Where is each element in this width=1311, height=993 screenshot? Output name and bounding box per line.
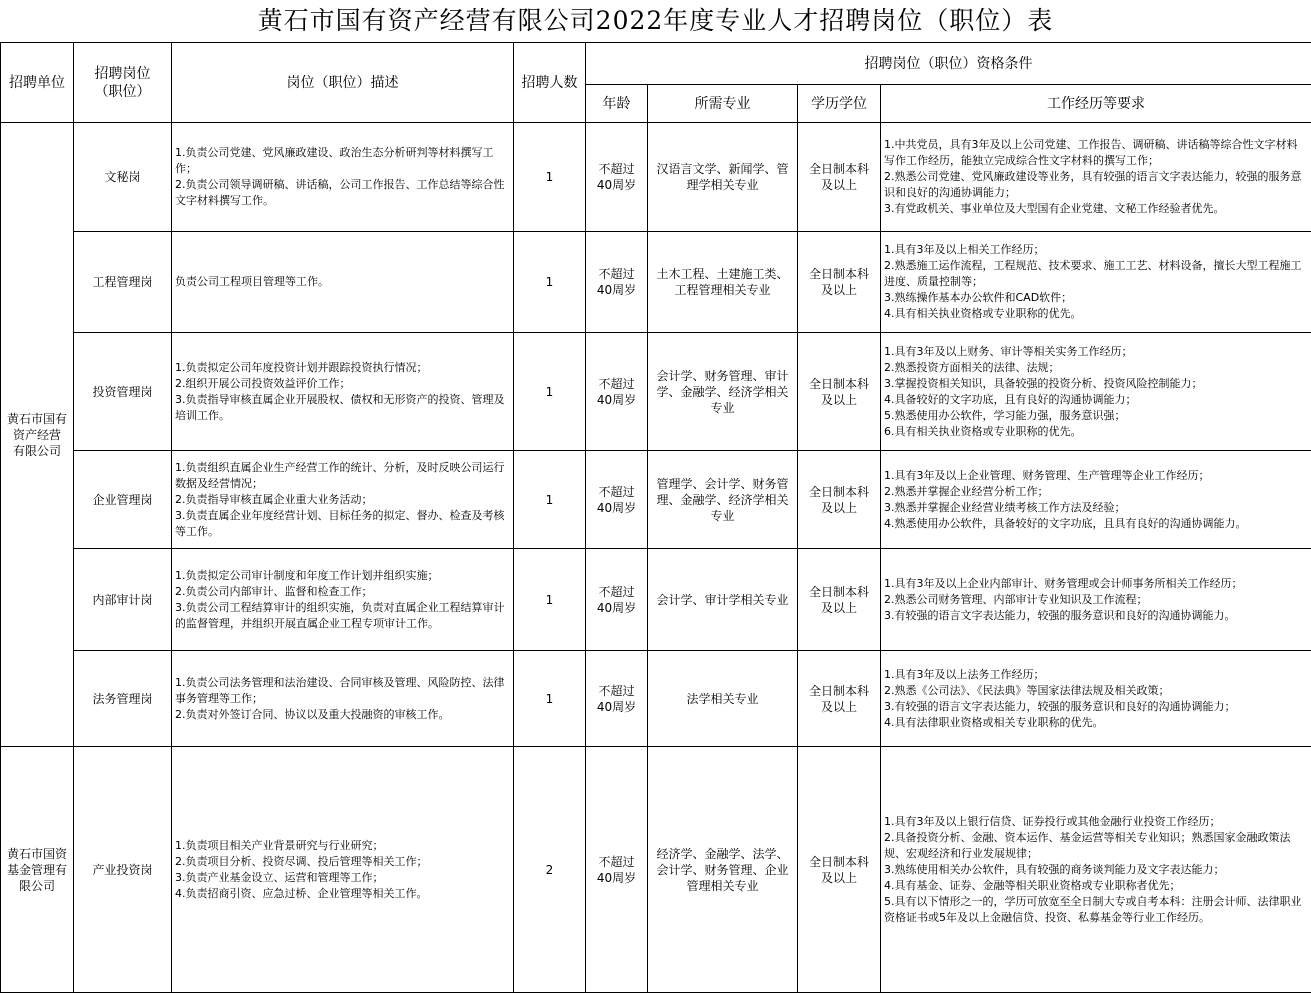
- age-line: 40周岁: [589, 177, 644, 193]
- major-cell: 法学相关专业: [648, 651, 798, 747]
- major-cell: 汉语言文学、新闻学、管理学相关专业: [648, 123, 798, 232]
- recruitment-table: [0, 42, 1311, 993]
- experience-line: 3.有较强的语言文字表达能力，较强的服务意识和良好的沟通协调能力；: [884, 699, 1308, 715]
- age-line: 不超过: [589, 484, 644, 500]
- desc-cell: [172, 123, 514, 232]
- post-cell: 内部审计岗: [74, 549, 172, 651]
- experience-line: 3.熟练使用相关办公软件，具有较强的商务谈判能力及文字表达能力；: [884, 862, 1308, 878]
- desc-line: 1.负责项目相关产业背景研究与行业研究；: [175, 838, 510, 854]
- age-cell: [586, 232, 648, 333]
- post-cell: 企业管理岗: [74, 451, 172, 549]
- experience-line: 3.熟练操作基本办公软件和CAD软件；: [884, 290, 1308, 306]
- desc-line: 3.负责公司工程结算审计的组织实施，负责对直属企业工程结算审计的监督管理，并组织开展直属企业工程专项审计工作。: [175, 600, 510, 632]
- experience-line: 2.熟悉投资方面相关的法律、法规；: [884, 360, 1308, 376]
- experience-line: 1.具有3年及以上法务工作经历；: [884, 667, 1308, 683]
- experience-cell: [881, 549, 1311, 651]
- experience-line: 6.具有相关执业资格或专业职称的优先。: [884, 424, 1308, 440]
- table-row: [1, 549, 1311, 651]
- desc-line: 1.负责公司党建、党风廉政建设、政治生态分析研判等材料撰写工作；: [175, 145, 510, 177]
- major-cell: 会计学、财务管理、审计学、金融学、经济学相关专业: [648, 333, 798, 451]
- degree-line: 全日制本科: [801, 266, 877, 282]
- desc-line: 1.负责拟定公司审计制度和年度工作计划并组织实施；: [175, 568, 510, 584]
- degree-line: 全日制本科: [801, 376, 877, 392]
- age-line: 不超过: [589, 161, 644, 177]
- experience-line: 1.具有3年及以上财务、审计等相关实务工作经历；: [884, 344, 1308, 360]
- unit-name-line: 资产经营: [4, 427, 70, 443]
- count-cell: 1: [514, 333, 586, 451]
- age-line: 不超过: [589, 683, 644, 699]
- desc-line: 1.负责组织直属企业生产经营工作的统计、分析，及时反映公司运行数据及经营情况；: [175, 460, 510, 492]
- header-post-line2: （职位）: [77, 83, 168, 101]
- count-cell: 1: [514, 232, 586, 333]
- desc-line: 1.负责公司法务管理和法治建设、合同审核及管理、风险防控、法律事务管理等工作；: [175, 675, 510, 707]
- count-cell: 2: [514, 747, 586, 993]
- desc-cell: [172, 747, 514, 993]
- degree-cell: [798, 451, 881, 549]
- age-line: 40周岁: [589, 870, 644, 886]
- experience-cell: [881, 451, 1311, 549]
- experience-line: 2.熟悉公司党建、党风廉政建设等业务，具有较强的语言文字表达能力，较强的服务意识和良好的沟通协调能力；: [884, 169, 1308, 201]
- unit-name-line: 黄石市国有: [4, 411, 70, 427]
- age-cell: [586, 651, 648, 747]
- degree-cell: [798, 123, 881, 232]
- experience-line: 5.熟悉使用办公软件，学习能力强，服务意识强；: [884, 408, 1308, 424]
- age-line: 40周岁: [589, 699, 644, 715]
- unit-name-line: 黄石市国资: [4, 846, 70, 862]
- header-post: [74, 43, 172, 123]
- post-cell: 法务管理岗: [74, 651, 172, 747]
- experience-cell: [881, 123, 1311, 232]
- desc-line: 2.负责指导审核直属企业重大业务活动；: [175, 492, 510, 508]
- desc-line: 2.负责项目分析、投资尽调、投后管理等相关工作；: [175, 854, 510, 870]
- desc-line: 2.负责公司领导调研稿、讲话稿，公司工作报告、工作总结等综合性文字材料撰写工作。: [175, 177, 510, 209]
- degree-line: 及以上: [801, 699, 877, 715]
- degree-line: 及以上: [801, 600, 877, 616]
- header-major: 所需专业: [648, 85, 798, 123]
- experience-line: 1.具有3年及以上企业内部审计、财务管理或会计师事务所相关工作经历；: [884, 576, 1308, 592]
- experience-cell: [881, 232, 1311, 333]
- header-post-line1: 招聘岗位: [77, 65, 168, 83]
- table-row: [1, 451, 1311, 549]
- desc-line: 2.负责公司内部审计、监督和检查工作；: [175, 584, 510, 600]
- degree-cell: [798, 747, 881, 993]
- experience-line: 4.具有基金、证券、金融等相关职业资格或专业职称者优先；: [884, 878, 1308, 894]
- experience-line: 1.中共党员，具有3年及以上公司党建、工作报告、调研稿、讲话稿等综合性文字材料写作工作经历，能独立完成综合性文字材料的撰写工作；: [884, 137, 1308, 169]
- degree-line: 全日制本科: [801, 161, 877, 177]
- unit-name-line: 基金管理有: [4, 862, 70, 878]
- table-row: [1, 333, 1311, 451]
- desc-line: 3.负责产业基金设立、运营和管理等工作；: [175, 870, 510, 886]
- desc-line: 负责公司工程项目管理等工作。: [175, 274, 510, 290]
- age-line: 40周岁: [589, 392, 644, 408]
- count-cell: 1: [514, 651, 586, 747]
- degree-line: 全日制本科: [801, 683, 877, 699]
- experience-cell: [881, 333, 1311, 451]
- unit-name-line: 有限公司: [4, 443, 70, 459]
- age-line: 40周岁: [589, 282, 644, 298]
- experience-line: 3.有党政机关、事业单位及大型国有企业党建、文秘工作经验者优先。: [884, 201, 1308, 217]
- count-cell: 1: [514, 549, 586, 651]
- age-cell: [586, 123, 648, 232]
- degree-cell: [798, 549, 881, 651]
- major-cell: 经济学、金融学、法学、会计学、财务管理、企业管理相关专业: [648, 747, 798, 993]
- page-title: 黄石市国有资产经营有限公司2022年度专业人才招聘岗位（职位）表: [0, 0, 1311, 42]
- post-cell: 文秘岗: [74, 123, 172, 232]
- table-row: [1, 747, 1311, 993]
- header-degree: 学历学位: [798, 85, 881, 123]
- experience-line: 3.有较强的语言文字表达能力，较强的服务意识和良好的沟通协调能力。: [884, 608, 1308, 624]
- age-cell: [586, 747, 648, 993]
- header-qualification: 招聘岗位（职位）资格条件: [586, 43, 1311, 85]
- experience-cell: [881, 651, 1311, 747]
- experience-line: 5.具有以下情形之一的，学历可放宽至全日制大专或自考本科：注册会计师、法律职业资格证书或5年及以上金融信贷、投资、私募基金等行业工作经历。: [884, 894, 1308, 926]
- desc-line: 3.负责直属企业年度经营计划、目标任务的拟定、督办、检查及考核等工作。: [175, 508, 510, 540]
- experience-line: 2.熟悉公司财务管理、内部审计专业知识及工作流程；: [884, 592, 1308, 608]
- major-cell: 会计学、审计学相关专业: [648, 549, 798, 651]
- age-line: 不超过: [589, 376, 644, 392]
- desc-cell: [172, 651, 514, 747]
- degree-line: 及以上: [801, 282, 877, 298]
- degree-line: 及以上: [801, 177, 877, 193]
- unit-cell: [1, 747, 74, 993]
- header-desc: 岗位（职位）描述: [172, 43, 514, 123]
- age-line: 不超过: [589, 584, 644, 600]
- age-line: 不超过: [589, 854, 644, 870]
- major-cell: 土木工程、土建施工类、工程管理相关专业: [648, 232, 798, 333]
- major-cell: 管理学、会计学、财务管理、金融学、经济学相关专业: [648, 451, 798, 549]
- experience-line: 4.具有法律职业资格或相关专业职称的优先。: [884, 715, 1308, 731]
- unit-name-line: 限公司: [4, 878, 70, 894]
- degree-line: 及以上: [801, 870, 877, 886]
- desc-cell: [172, 232, 514, 333]
- table-row: [1, 232, 1311, 333]
- experience-line: 4.具有相关执业资格或专业职称的优先。: [884, 306, 1308, 322]
- table-row: [1, 123, 1311, 232]
- degree-line: 及以上: [801, 392, 877, 408]
- experience-line: 3.熟悉并掌握企业经营业绩考核工作方法及经验；: [884, 500, 1308, 516]
- desc-cell: [172, 451, 514, 549]
- degree-cell: [798, 232, 881, 333]
- experience-line: 4.具备较好的文字功底，且有良好的沟通协调能力；: [884, 392, 1308, 408]
- age-cell: [586, 333, 648, 451]
- unit-cell: [1, 123, 74, 747]
- desc-line: 2.负责对外签订合同、协议以及重大投融资的审核工作。: [175, 707, 510, 723]
- header-unit: 招聘单位: [1, 43, 74, 123]
- age-cell: [586, 451, 648, 549]
- table-row: [1, 651, 1311, 747]
- degree-line: 全日制本科: [801, 484, 877, 500]
- age-line: 40周岁: [589, 600, 644, 616]
- post-cell: 产业投资岗: [74, 747, 172, 993]
- degree-cell: [798, 333, 881, 451]
- age-cell: [586, 549, 648, 651]
- desc-line: 3.负责指导审核直属企业开展股权、债权和无形资产的投资、管理及培训工作。: [175, 392, 510, 424]
- header-experience: 工作经历等要求: [881, 85, 1311, 123]
- desc-cell: [172, 549, 514, 651]
- degree-line: 全日制本科: [801, 584, 877, 600]
- post-cell: 投资管理岗: [74, 333, 172, 451]
- experience-line: 4.熟悉使用办公软件，具备较好的文字功底，且具有良好的沟通协调能力。: [884, 516, 1308, 532]
- experience-line: 1.具有3年及以上企业管理、财务管理、生产管理等企业工作经历；: [884, 468, 1308, 484]
- experience-line: 3.掌握投资相关知识，具备较强的投资分析、投资风险控制能力；: [884, 376, 1308, 392]
- degree-cell: [798, 651, 881, 747]
- experience-line: 2.熟悉《公司法》、《民法典》等国家法律法规及相关政策；: [884, 683, 1308, 699]
- post-cell: 工程管理岗: [74, 232, 172, 333]
- count-cell: 1: [514, 123, 586, 232]
- experience-line: 1.具有3年及以上银行信贷、证券投行或其他金融行业投资工作经历；: [884, 814, 1308, 830]
- desc-line: 1.负责拟定公司年度投资计划并跟踪投资执行情况；: [175, 360, 510, 376]
- desc-line: 4.负责招商引资、应急过桥、企业管理等相关工作。: [175, 886, 510, 902]
- count-cell: 1: [514, 451, 586, 549]
- header-age: 年龄: [586, 85, 648, 123]
- experience-line: 1.具有3年及以上相关工作经历；: [884, 242, 1308, 258]
- header-count: 招聘人数: [514, 43, 586, 123]
- experience-line: 2.熟悉施工运作流程，工程规范、技术要求、施工工艺、材料设备，擅长大型工程施工进度、质量控制等；: [884, 258, 1308, 290]
- desc-cell: [172, 333, 514, 451]
- experience-line: 2.熟悉并掌握企业经营分析工作；: [884, 484, 1308, 500]
- degree-line: 全日制本科: [801, 854, 877, 870]
- experience-cell: [881, 747, 1311, 993]
- age-line: 40周岁: [589, 500, 644, 516]
- desc-line: 2.组织开展公司投资效益评价工作；: [175, 376, 510, 392]
- experience-line: 2.具备投资分析、金融、资本运作、基金运营等相关专业知识；熟悉国家金融政策法规、宏观经济和行业发展规律；: [884, 830, 1308, 862]
- age-line: 不超过: [589, 266, 644, 282]
- degree-line: 及以上: [801, 500, 877, 516]
